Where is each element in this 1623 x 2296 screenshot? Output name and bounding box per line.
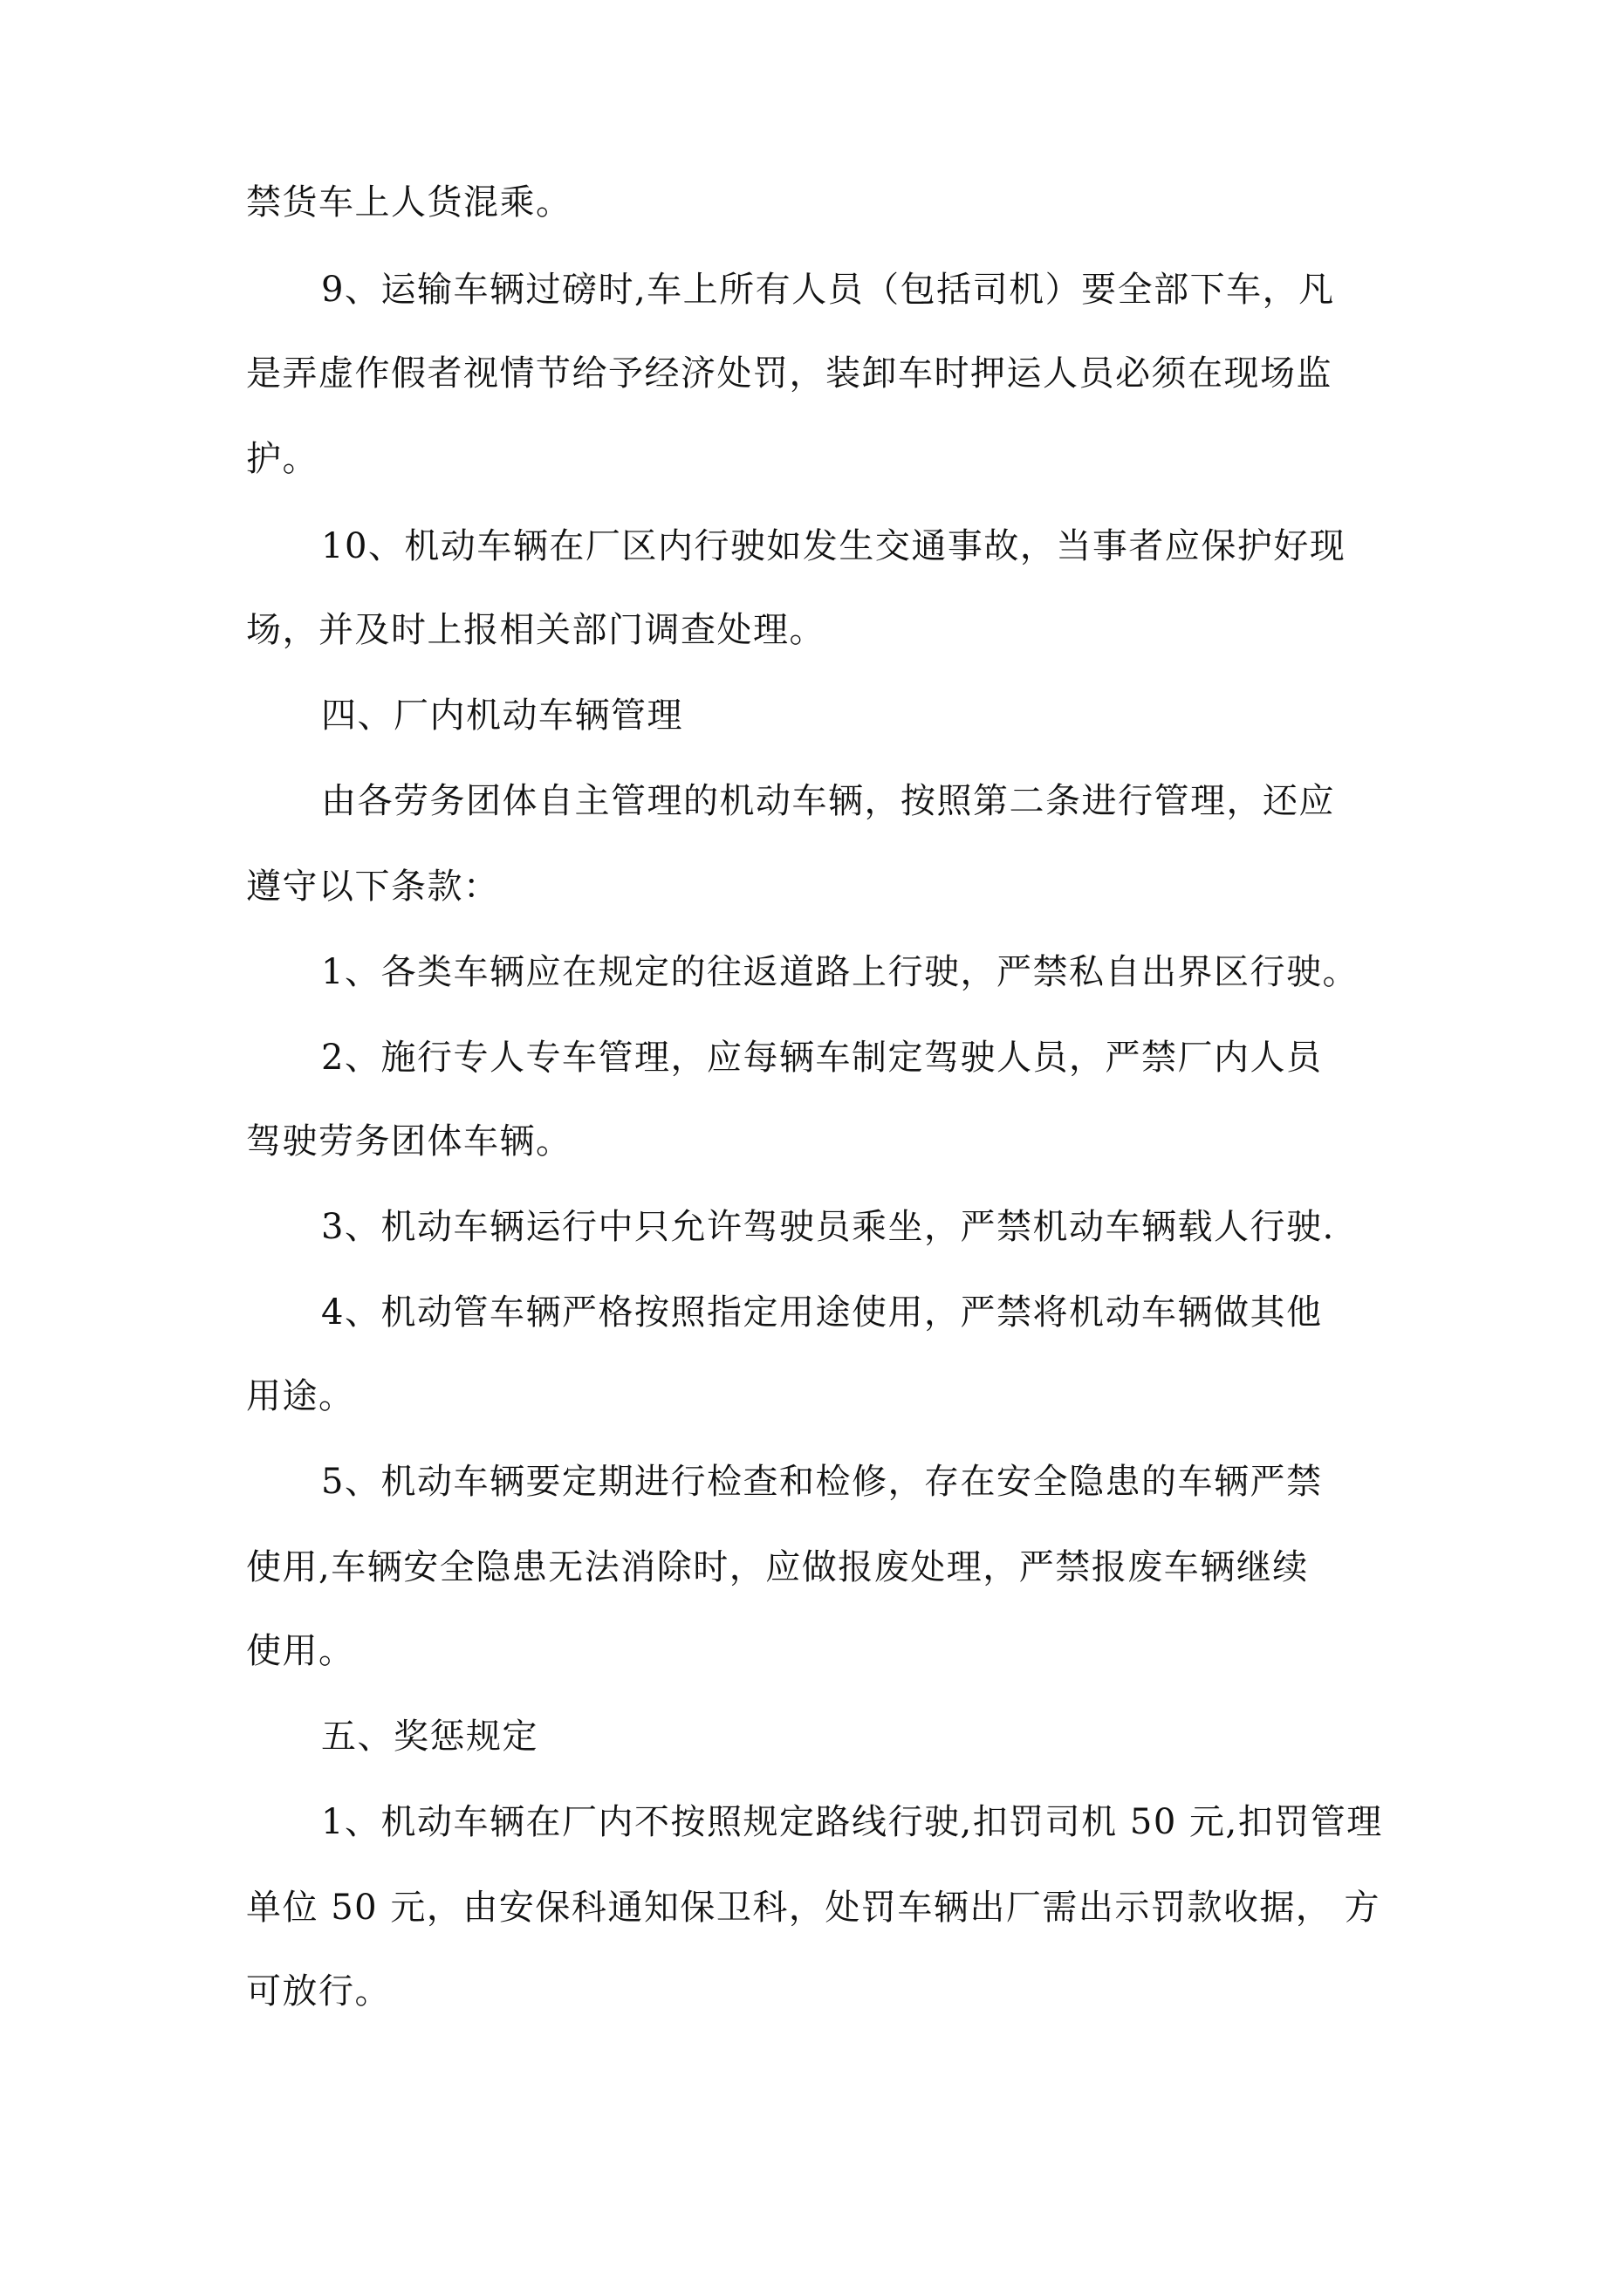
text-line: 是弄虚作假者视情节给予经济处罚，装卸车时押运人员必须在现场监 <box>246 353 1332 394</box>
section-heading: 四、厂内机动车辆管理 <box>321 696 683 736</box>
text-line: 使用,车辆安全隐患无法消除时，应做报废处理，严禁报废车辆继续 <box>246 1547 1309 1587</box>
text-line: 用途。 <box>246 1376 355 1416</box>
text-line: 由各劳务团体自主管理的机动车辆，按照第二条进行管理，还应 <box>321 781 1335 821</box>
text-line: 2、施行专人专车管理，应每辆车制定驾驶人员，严禁厂内人员 <box>321 1038 1323 1078</box>
text-line: 可放行。 <box>246 1971 391 2012</box>
text-line: 护。 <box>246 439 318 479</box>
text-line: 驾驶劳务团体车辆。 <box>246 1121 572 1162</box>
text-line: 10、机动车辆在厂区内行驶如发生交通事故，当事者应保护好现 <box>321 526 1346 566</box>
text-line: 9、运输车辆过磅时,车上所有人员（包括司机）要全部下车，凡 <box>321 270 1335 310</box>
text-line: 1、机动车辆在厂内不按照规定路线行驶,扣罚司机 50 元,扣罚管理 <box>321 1802 1383 1842</box>
text-line: 场，并及时上报相关部门调查处理。 <box>246 610 825 650</box>
text-line: 禁货车上人货混乘。 <box>246 182 572 223</box>
text-line: 单位 50 元，由安保科通知保卫科，处罚车辆出厂需出示罚款收据， 方 <box>246 1888 1381 1928</box>
section-heading: 五、奖惩规定 <box>321 1717 538 1757</box>
text-line: 使用。 <box>246 1631 355 1671</box>
text-line: 遵守以下条款： <box>246 867 500 907</box>
text-line: 4、机动管车辆严格按照指定用途使用，严禁将机动车辆做其他 <box>321 1292 1323 1333</box>
text-line: 3、机动车辆运行中只允许驾驶员乘坐，严禁机动车辆载人行驶. <box>321 1207 1335 1247</box>
text-line: 1、各类车辆应在规定的往返道路上行驶，严禁私自出界区行驶。 <box>321 952 1359 992</box>
text-line: 5、机动车辆要定期进行检查和检修，存在安全隐患的车辆严禁 <box>321 1462 1323 1502</box>
